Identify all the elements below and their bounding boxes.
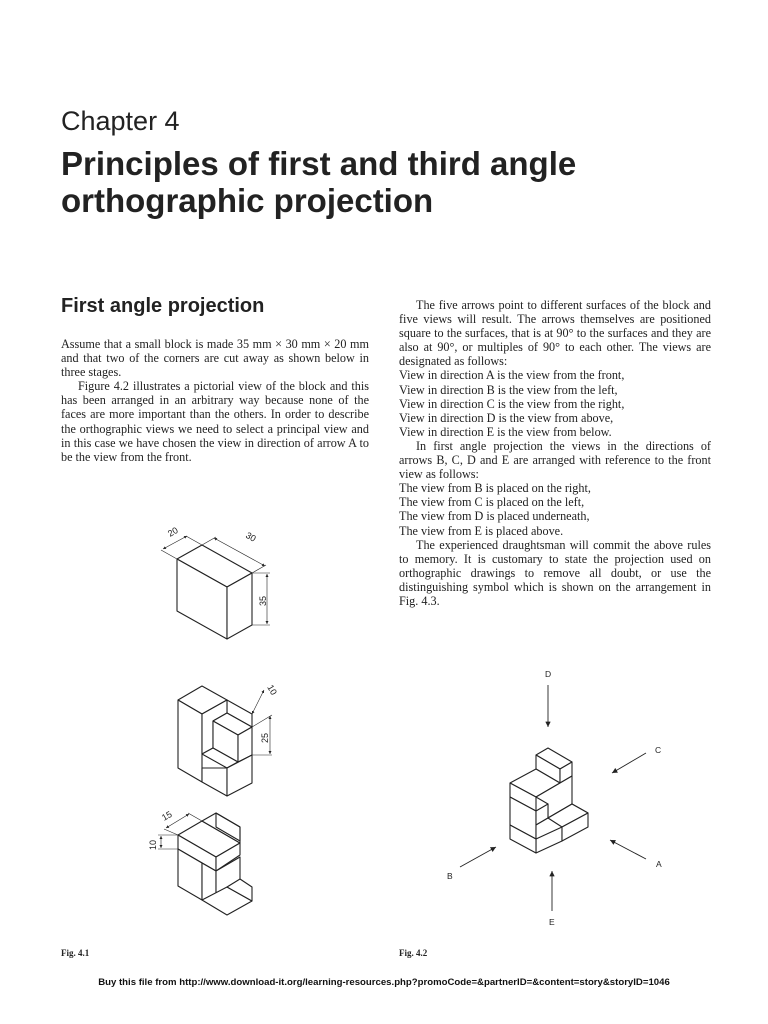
- block-stage-3: [158, 813, 252, 915]
- dim-label-15: 15: [160, 809, 174, 823]
- arrow-label-d: D: [545, 669, 552, 679]
- dim-label-30: 30: [244, 530, 258, 544]
- footer-purchase-note: Buy this file from http://www.download-it.org/learning-resources.php?promoCode=&partnerID=&content=story&storyID=1046: [98, 977, 670, 988]
- chapter-title: Principles of first and third angle orthographic projection: [61, 145, 577, 219]
- right-paragraph-1: The five arrows point to different surfaces of the block and five views will result. The arrows themselves are positioned square to the surfaces, that is at 90° to the surfaces and they are also at 90°, or multiples of 90° to each other. The views are designated as follows:: [399, 298, 711, 369]
- chapter-label: Chapter 4: [61, 106, 180, 136]
- figure-4-1-drawing: [140, 515, 310, 915]
- placement-line: The view from B is placed on the right,: [399, 481, 591, 496]
- arrow-b: [460, 847, 496, 867]
- arrow-label-c: C: [655, 745, 662, 755]
- dim-label-35: 35: [258, 595, 268, 606]
- arrow-c: [612, 753, 646, 773]
- placement-line: The view from D is placed underneath,: [399, 509, 590, 524]
- dim-label-10: 10: [265, 683, 279, 697]
- placement-line: The view from E is placed above.: [399, 523, 564, 538]
- left-column: [61, 337, 369, 464]
- right-paragraph-2: In first angle projection the views in the directions of arrows B, C, D and E are arranged with reference to the front view as follows:: [399, 438, 711, 482]
- left-paragraph-2: Figure 4.2 illustrates a pictorial view of the block and this has been arranged in an arbitrary way because none of the faces are more important than the others. In order to describe the orthographic views we need to select a principal view and in this case we have chosen the view in direction of arrow A to be the view from the front.: [61, 379, 369, 464]
- arrow-label-a: A: [656, 859, 662, 869]
- figure-4-1-caption: Fig. 4.1: [61, 948, 90, 958]
- right-column: [399, 298, 711, 608]
- right-paragraph-3: The experienced draughtsman will commit the above rules to memory. It is customary to state the projection used on orthographic drawings to remove all doubt, or use the distinguishing symbol which is shown on the arrangement in Fig. 4.3.: [399, 537, 711, 608]
- view-line: View in direction E is the view from below.: [399, 424, 612, 439]
- arrow-a: [610, 840, 646, 859]
- left-paragraph-1: Assume that a small block is made 35 mm × 30 mm × 20 mm and that two of the corners are cut away as shown below in three stages.: [61, 337, 369, 380]
- section-heading: First angle projection: [61, 295, 265, 317]
- dim-label-10b: 10: [148, 839, 158, 850]
- view-line: View in direction D is the view from above,: [399, 410, 614, 425]
- dim-label-20: 20: [166, 525, 180, 539]
- dim-label-25: 25: [260, 732, 270, 743]
- placement-line: The view from C is placed on the left,: [399, 495, 585, 510]
- view-line: View in direction B is the view from the left,: [399, 382, 618, 397]
- stepped-block: [510, 748, 588, 853]
- view-line: View in direction A is the view from the front,: [399, 368, 625, 383]
- block-stage-2: [178, 686, 272, 796]
- figure-4-2-drawing: [440, 665, 680, 935]
- block-stage-1: [161, 536, 270, 639]
- view-line: View in direction C is the view from the right,: [399, 396, 625, 411]
- arrow-label-e: E: [549, 917, 555, 927]
- arrow-label-b: B: [447, 871, 453, 881]
- figure-4-2-caption: Fig. 4.2: [399, 948, 428, 958]
